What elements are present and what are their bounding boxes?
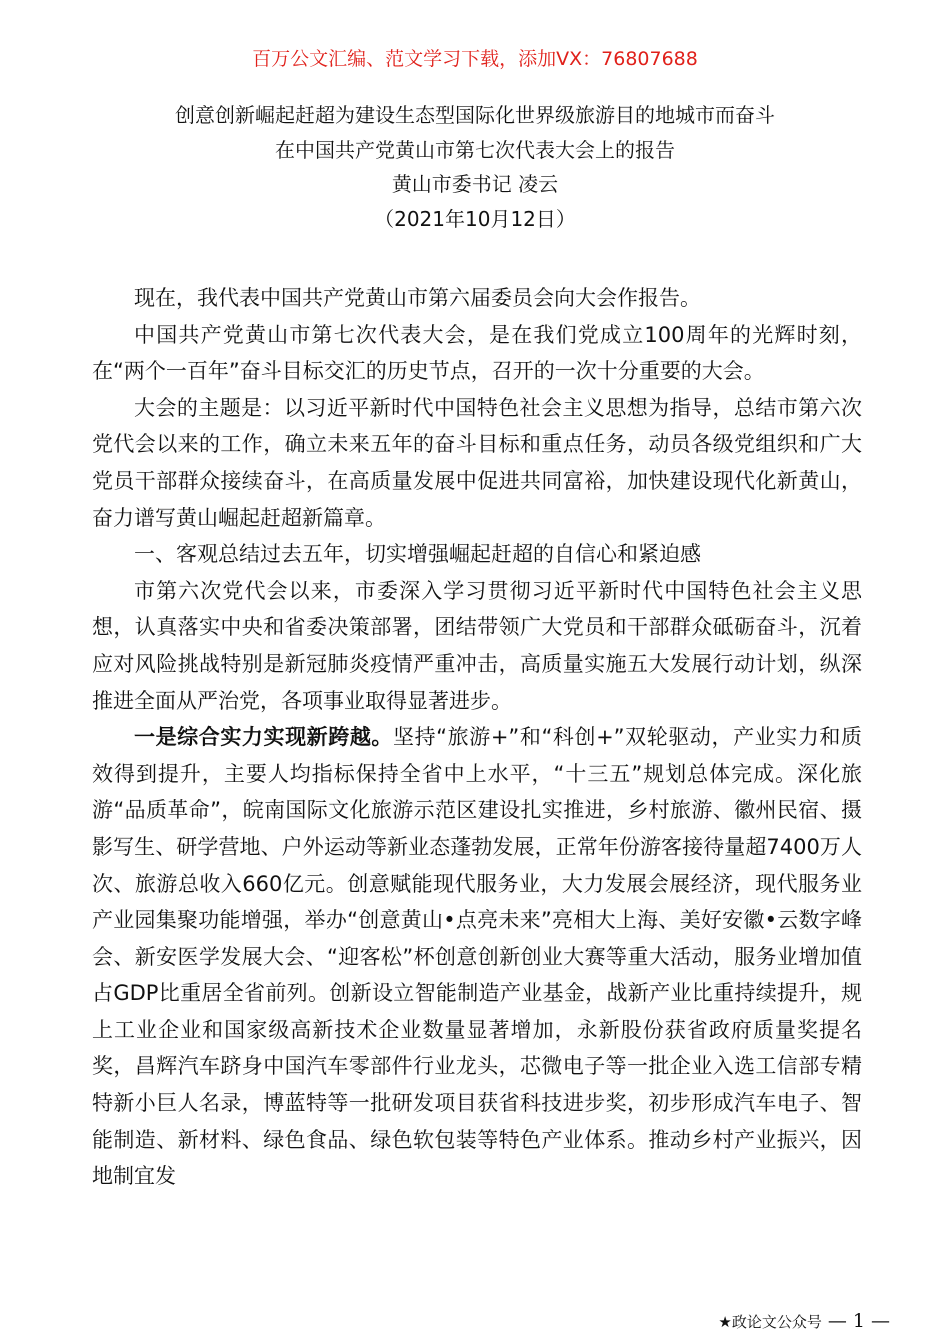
paragraph: 中国共产党黄山市第七次代表大会，是在我们党成立100周年的光辉时刻，在“两个一百年”奋斗目标交汇的历史节点，召开的一次十分重要的大会。 (92, 322, 862, 384)
document-date: （2021年10月12日） (374, 206, 576, 231)
footer-source: ★政论文公众号 (718, 1313, 822, 1331)
paragraph (92, 719, 862, 1195)
paragraph: 市第六次党代会以来，市委深入学习贯彻习近平新时代中国特色社会主义思想，认真落实中央和省委决策部署，团结带领广大党员和干部群众砥砺奋斗，沉着应对风险挑战特别是新冠肺炎疫情严重冲击，高质量实施五大发展行动计划，纵深推进全面从严治党，各项事业取得显著进步。 (92, 578, 862, 713)
paragraph: 现在，我代表中国共产党黄山市第六届委员会向大会作报告。 (134, 286, 701, 310)
paragraph: 大会的主题是：以习近平新时代中国特色社会主义思想为指导，总结市第六次党代会以来的工作，确立未来五年的奋斗目标和重点任务，动员各级党组织和广大党员干部群众接续奋斗，在高质量发展中促进共同富裕，加快建设现代化新黄山，奋力谱写黄山崛起赶超新篇章。 (92, 395, 862, 530)
document-subtitle: 在中国共产党黄山市第七次代表大会上的报告 (275, 137, 675, 162)
page-footer (600, 1310, 890, 1333)
document-title: 创意创新崛起赶超为建设生态型国际化世界级旅游目的地城市而奋斗 (175, 103, 775, 127)
section-heading: 一、客观总结过去五年，切实增强崛起赶超的自信心和紧迫感 (134, 542, 701, 567)
paragraph-lead: 一是综合实力实现新跨越。 (134, 725, 394, 750)
page-number: — 1 — (827, 1310, 890, 1332)
document-header (60, 98, 890, 236)
paragraph-text: 坚持“旅游+”和“科创+”双轮驱动，产业实力和质效得到提升，主要人均指标保持全省中上水平，“十三五”规划总体完成。深化旅游“品质革命”，皖南国际文化旅游示范区建设扎实推进，乡村旅游、徽州民宿、摄影写生、研学营地、户外运动等新业态蓬勃发展，正常年份游客接待量超7400万人次、旅游总收入660亿元。创意赋能现代服务业，大力发展会展经济，现代服务业产业园集聚功能增强，举办“创意黄山•点亮未来”亮相大上海、美好安徽•云数字峰会、新安医学发展大会、“迎客松”杯创意创新创业大赛等重大活动，服务业增加值占GDP比重居全省前列。创新设立智能制造产业基金，战新产业比重持续提升，规上工业企业和国家级高新技术企业数量显著增加，永新股份获省政府质量奖提名奖，昌辉汽车跻身中国汽车零部件行业龙头，芯微电子等一批企业入选工信部专精特新小巨人名录，博蓝特等一批研发项目获省科技进步奖，初步形成汽车电子、智能制造、新材料、绿色食品、绿色软包装等特色产业体系。推动乡村产业振兴，因地制宜发 (92, 725, 862, 1189)
watermark-banner: 百万公文汇编、范文学习下载，添加VX：76807688 (252, 48, 698, 70)
document-author: 黄山市委书记 凌云 (391, 172, 559, 196)
document-body (92, 280, 862, 1195)
